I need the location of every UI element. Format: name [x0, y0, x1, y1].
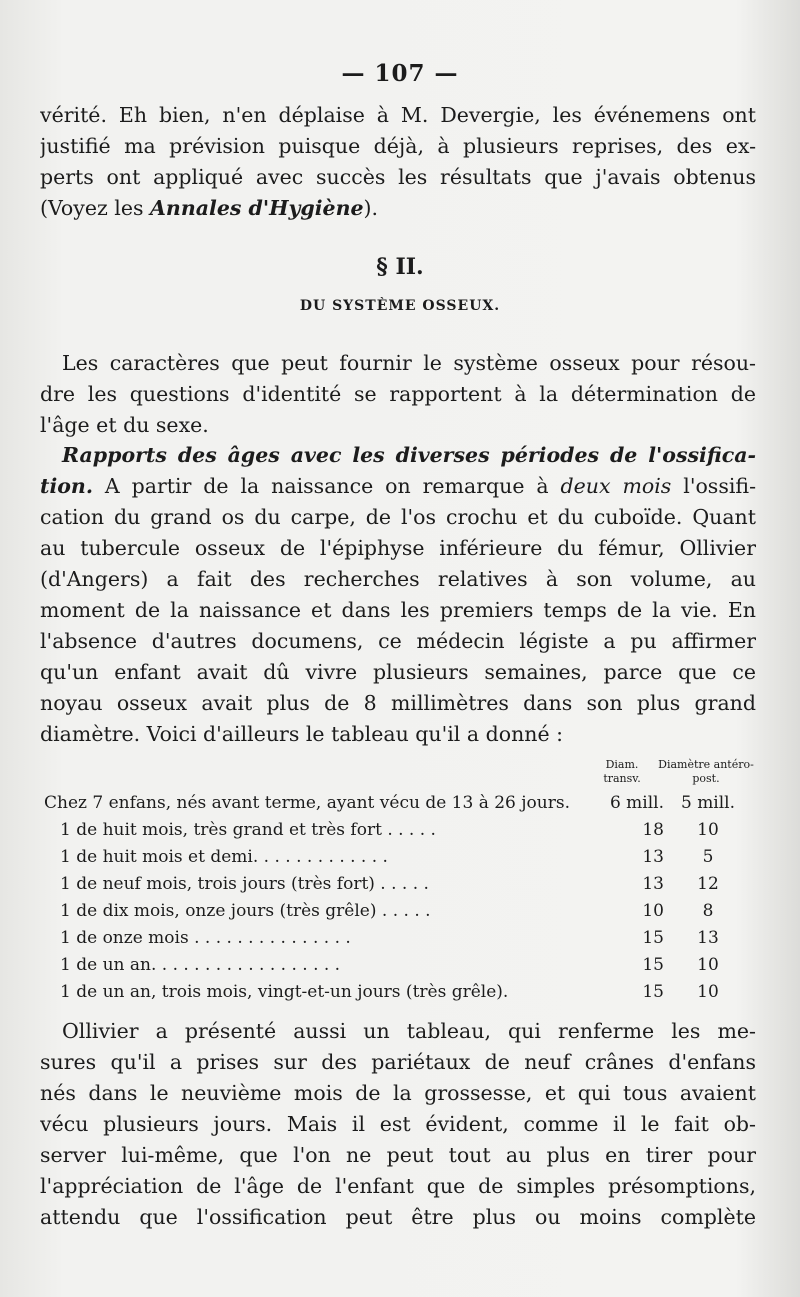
row-label: 1 de un an, trois mois, vingt-et-un jours (très grêle).	[60, 982, 509, 1002]
text-line: l'appréciation de l'âge de l'enfant que de simples présomptions,	[40, 1174, 756, 1198]
table-row	[44, 952, 760, 978]
cell-transv: 18	[642, 820, 664, 840]
row-label: 1 de neuf mois, trois jours (très fort) . . . . .	[60, 874, 429, 894]
text-fragment: deux mois	[560, 474, 672, 498]
column-header-antero: Diamètre antéro-post.	[658, 758, 754, 785]
text-line	[40, 193, 756, 224]
text-line: server lui-même, que l'on ne peut tout au plus en tirer pour	[40, 1143, 756, 1167]
table-row	[44, 844, 760, 870]
row-label: 1 de dix mois, onze jours (très grêle) . . . . .	[60, 901, 431, 921]
cell-transv: 6 mill.	[609, 793, 664, 813]
text-line: l'absence d'autres documens, ce médecin légiste a pu affirmer	[40, 629, 756, 653]
cell-transv: 15	[642, 982, 664, 1002]
text-line: Les caractères que peut fournir le système osseux pour résou-	[62, 351, 756, 375]
text-line: justifié ma prévision puisque déjà, à plusieurs reprises, des ex-	[40, 134, 756, 158]
cell-antero: 10	[697, 955, 719, 975]
row-label: 1 de huit mois et demi. . . . . . . . . . . . .	[60, 847, 388, 867]
text-line: attendu que l'ossification peut être plus ou moins complète	[40, 1205, 756, 1229]
row-label: 1 de onze mois . . . . . . . . . . . . . . .	[60, 928, 351, 948]
text-line: diamètre. Voici d'ailleurs le tableau qu'il a donné :	[40, 722, 564, 746]
text-line: noyau osseux avait plus de 8 millimètres dans son plus grand	[40, 691, 756, 715]
table-row	[44, 979, 760, 1005]
table-row	[44, 871, 760, 897]
text-fragment: l'ossifi-	[671, 474, 756, 498]
cell-transv: 15	[642, 928, 664, 948]
paragraph-1	[40, 100, 756, 224]
text-line: perts ont appliqué avec succès les résultats que j'avais obtenus	[40, 165, 756, 189]
table-header	[44, 756, 760, 788]
cell-antero: 10	[697, 820, 719, 840]
table-row	[44, 925, 760, 951]
text-line: l'âge et du sexe.	[40, 413, 209, 437]
text-fragment: A partir de la naissance on remarque à	[92, 474, 561, 498]
text-fragment: ).	[363, 196, 379, 220]
text-line: Ollivier a présenté aussi un tableau, qui renferme les me-	[62, 1019, 756, 1043]
cell-antero: 12	[697, 874, 719, 894]
cell-antero: 13	[697, 928, 719, 948]
row-label: 1 de un an. . . . . . . . . . . . . . . . . .	[60, 955, 341, 975]
text-line: (d'Angers) a fait des recherches relatives à son volume, au	[40, 567, 756, 591]
cell-antero: 5	[702, 847, 714, 867]
journal-title: Annales d'Hygiène	[150, 196, 364, 220]
row-label: 1 de huit mois, très grand et très fort . . . . .	[60, 820, 436, 840]
paragraph-3	[40, 440, 756, 750]
cell-transv: 13	[642, 847, 664, 867]
text-line: Rapports des âges avec les diverses périodes de l'ossifica-	[62, 443, 756, 467]
text-fragment: (Voyez les	[40, 196, 151, 220]
page-number: — 107 —	[341, 60, 459, 87]
column-header-transv: Diam. transv.	[603, 758, 641, 785]
cell-transv: 10	[642, 901, 664, 921]
text-line: au tubercule osseux de l'épiphyse inférieure du fémur, Ollivier	[40, 536, 756, 560]
table-row	[44, 898, 760, 924]
cell-transv: 15	[642, 955, 664, 975]
text-line: sures qu'il a prises sur des pariétaux de neuf crânes d'enfans	[40, 1050, 756, 1074]
section-title: § II.	[376, 254, 424, 280]
cell-transv: 13	[642, 874, 664, 894]
text-line: vécu plusieurs jours. Mais il est évident, comme il le fait ob-	[40, 1112, 756, 1136]
text-line: dre les questions d'identité se rapportent à la détermination de	[40, 382, 756, 406]
section-heading: DU SYSTÈME OSSEUX.	[299, 298, 501, 314]
text-line: qu'un enfant avait dû vivre plusieurs semaines, parce que ce	[40, 660, 756, 684]
paragraph-4	[40, 1016, 756, 1233]
text-fragment: tion.	[40, 474, 93, 498]
cell-antero: 10	[697, 982, 719, 1002]
table-row	[44, 790, 760, 816]
text-line: moment de la naissance et dans les premiers temps de la vie. En	[40, 598, 756, 622]
paragraph-2	[40, 348, 756, 441]
text-line: vérité. Eh bien, n'en déplaise à M. Devergie, les événemens ont	[40, 103, 756, 127]
row-label: Chez 7 enfans, nés avant terme, ayant vécu de 13 à 26 jours.	[44, 793, 570, 813]
text-line: cation du grand os du carpe, de l'os crochu et du cuboïde. Quant	[40, 505, 756, 529]
text-line	[40, 471, 756, 502]
text-line: nés dans le neuvième mois de la grossesse, et qui tous avaient	[40, 1081, 756, 1105]
cell-antero: 8	[702, 901, 714, 921]
cell-antero: 5 mill.	[680, 793, 736, 813]
table-row	[44, 817, 760, 843]
